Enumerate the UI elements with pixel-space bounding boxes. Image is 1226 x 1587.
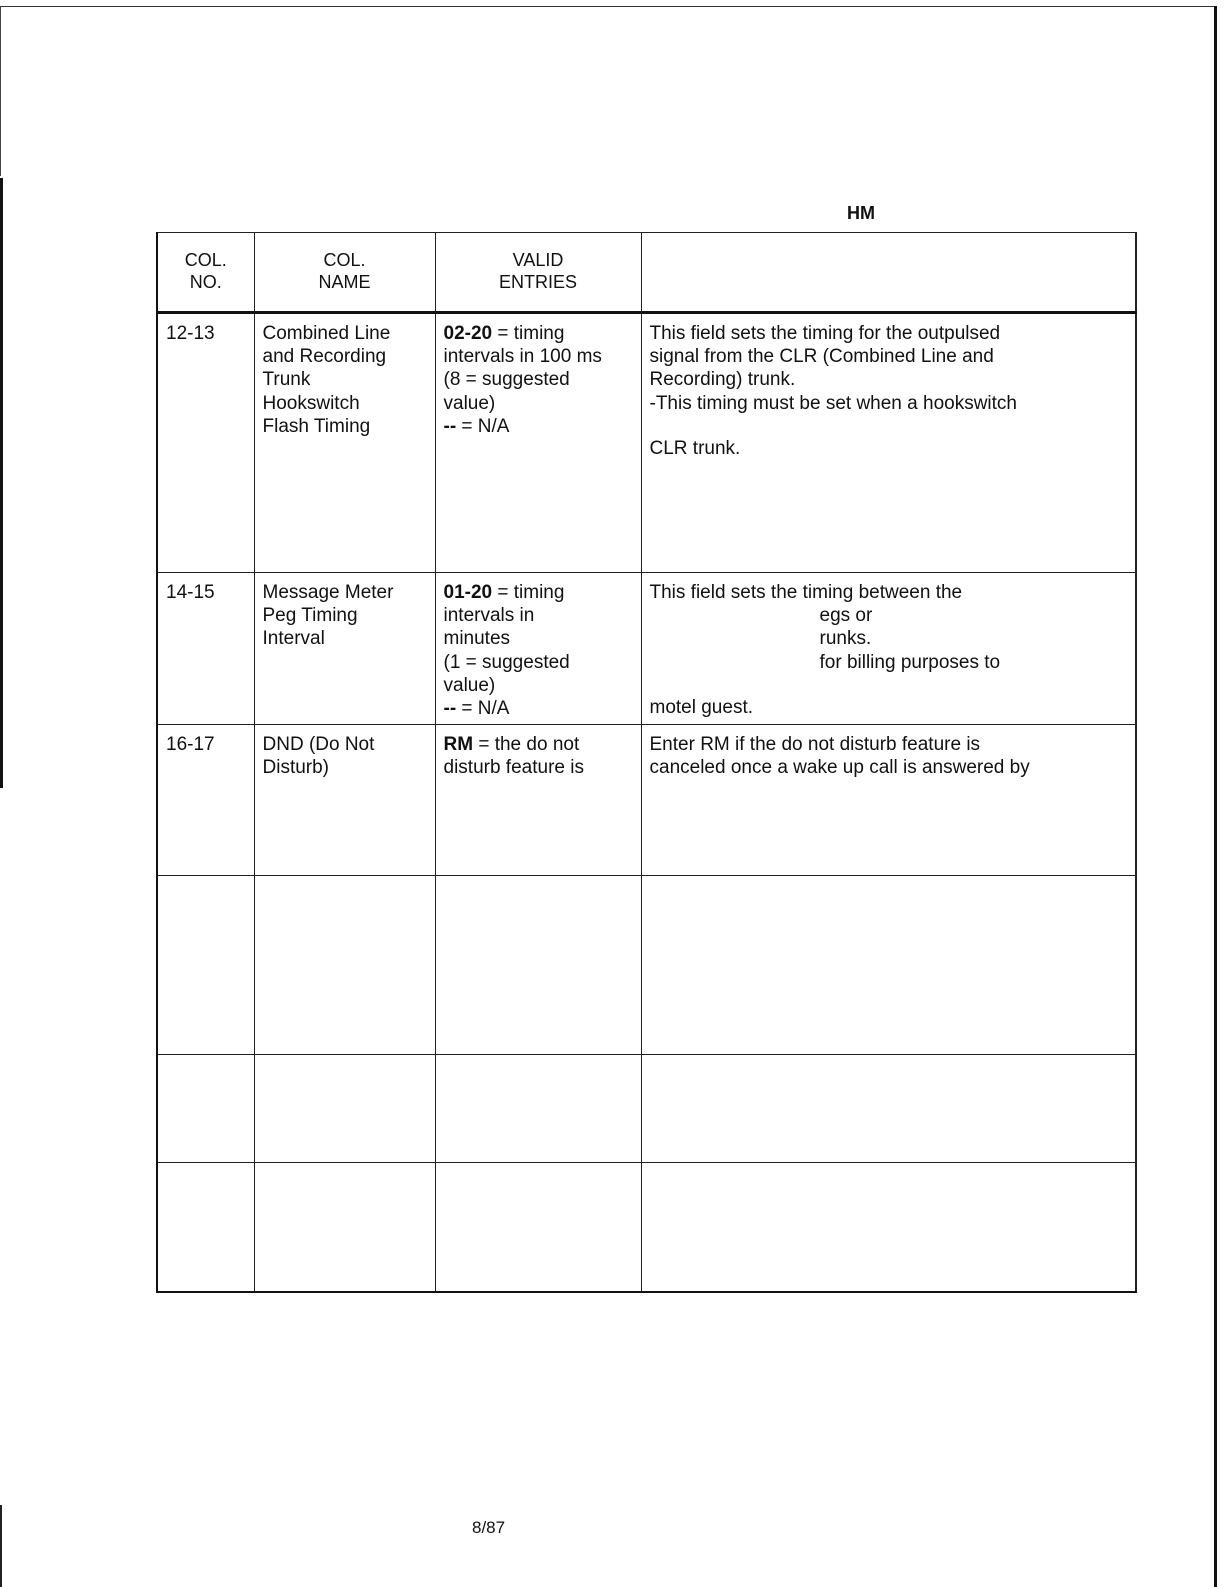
table-row — [157, 313, 1136, 573]
page-footer-date: 8/87 — [472, 1518, 506, 1537]
table-header-row — [157, 233, 1136, 313]
page-frame-left — [0, 178, 3, 788]
cell-col-no — [157, 876, 254, 1055]
cell-valid-entries — [435, 725, 641, 876]
cell-valid-entries — [435, 876, 641, 1055]
entry-line: RM = the do not — [443, 734, 580, 756]
cell-col-no: 14-15 — [157, 573, 254, 725]
table-row — [157, 573, 1136, 725]
section-code: HM — [847, 203, 875, 223]
header-description — [641, 233, 1136, 313]
cell-col-name — [254, 1163, 435, 1293]
entry-line: 02-20 = timing — [443, 323, 565, 344]
entry-line: minutes — [443, 628, 511, 650]
cell-valid-entries — [435, 1163, 641, 1293]
cell-col-no: 12-13 — [157, 313, 254, 573]
cell-description — [641, 1055, 1136, 1163]
entry-line: value) — [443, 674, 496, 696]
page-frame-left-bottom — [0, 1505, 2, 1587]
entry-line: value) — [443, 392, 496, 414]
entry-line: (1 = suggested — [443, 651, 570, 673]
table-row-empty — [157, 876, 1136, 1055]
cell-col-no — [157, 1055, 254, 1163]
header-col-no: COL. NO. — [157, 233, 254, 313]
header-col-name: COL. NAME — [254, 233, 435, 313]
cell-col-no — [157, 1163, 254, 1293]
page-frame-right — [1214, 6, 1217, 1587]
table-row-empty — [157, 1163, 1136, 1293]
cell-col-name: Combined Line and Recording Trunk Hookswitch Flash Timing — [254, 313, 435, 573]
entry-line: intervals in 100 ms — [443, 346, 602, 368]
cell-col-no: 16-17 — [157, 725, 254, 876]
page-frame-left-top — [0, 6, 1, 176]
cell-valid-entries — [435, 313, 641, 573]
cell-description — [641, 1163, 1136, 1293]
entry-line: -- = N/A — [443, 415, 510, 437]
entry-line: 01-20 = timing — [443, 582, 565, 603]
entry-line: -- = N/A — [443, 697, 510, 719]
table-row-empty — [157, 1055, 1136, 1163]
cell-valid-entries — [435, 1055, 641, 1163]
cell-description — [641, 876, 1136, 1055]
table-row — [157, 725, 1136, 876]
cell-description: This field sets the timing between the egs or runks. for billing purposes to motel guest. — [641, 573, 1136, 725]
cell-valid-entries — [435, 573, 641, 725]
cell-col-name — [254, 876, 435, 1055]
page-frame-top — [0, 6, 1216, 7]
entry-line: (8 = suggested — [443, 369, 570, 391]
form-field-table — [156, 232, 1137, 1293]
cell-description: This field sets the timing for the outpulsed signal from the CLR (Combined Line and Recording) trunk. -This timing must be set when a hookswitch CLR trunk. — [641, 313, 1136, 573]
header-valid-entries: VALID ENTRIES — [435, 233, 641, 313]
cell-col-name: DND (Do Not Disturb) — [254, 725, 435, 876]
cell-col-name: Message Meter Peg Timing Interval — [254, 573, 435, 725]
entry-line: disturb feature is — [443, 757, 584, 779]
entry-line: intervals in — [443, 605, 535, 627]
cell-col-name — [254, 1055, 435, 1163]
cell-description: Enter RM if the do not disturb feature is canceled once a wake up call is answered by — [641, 725, 1136, 876]
